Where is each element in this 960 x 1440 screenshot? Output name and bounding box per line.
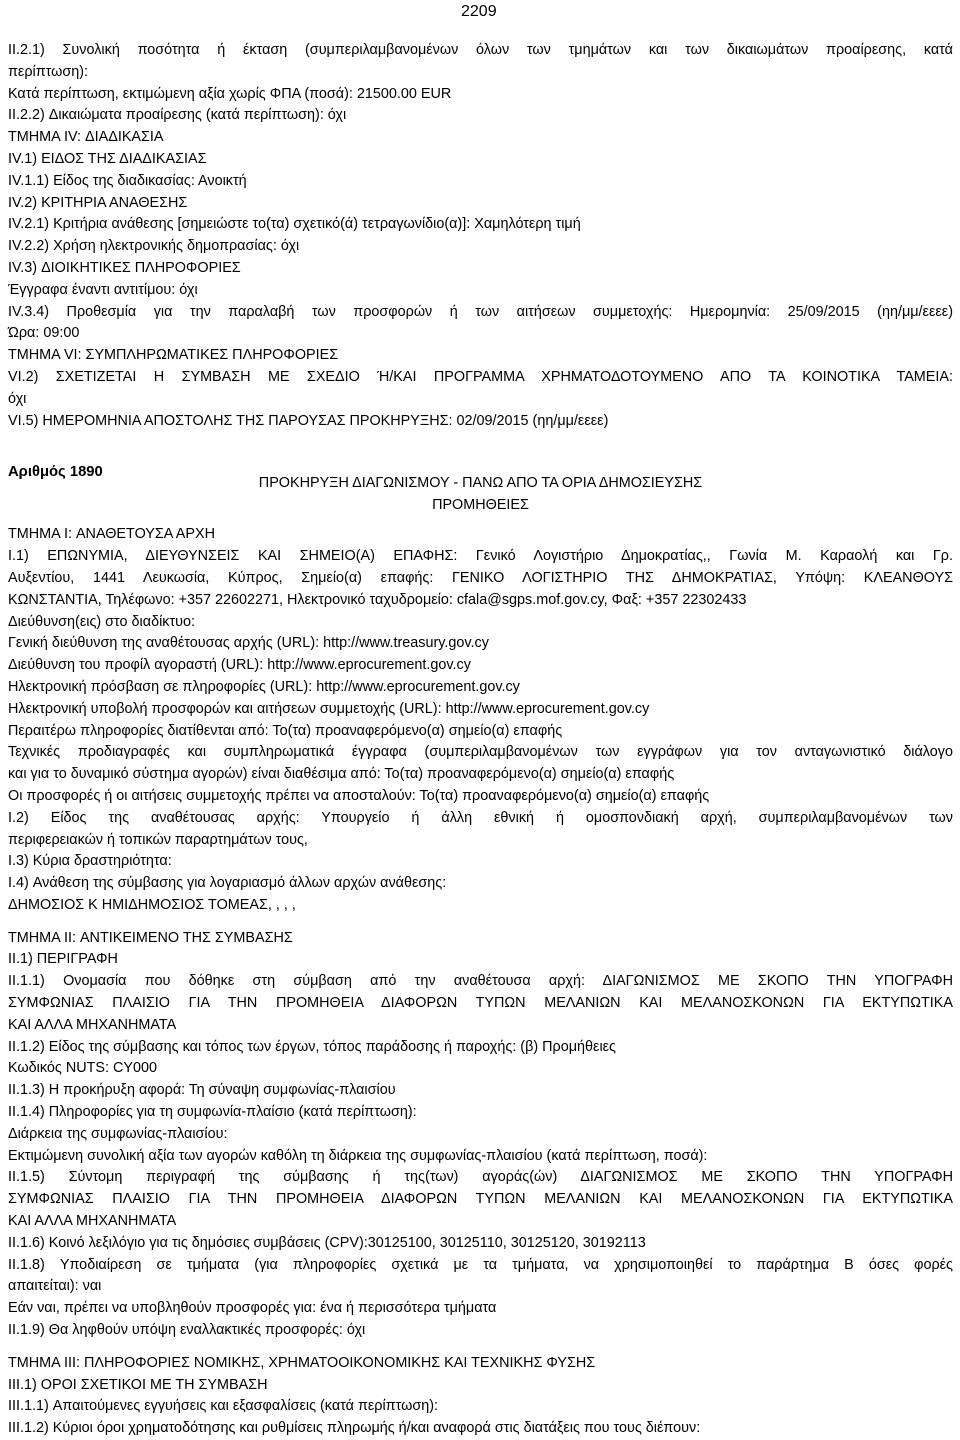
text-line: Διάρκεια της συμφωνίας-πλαισίου:: [8, 1125, 228, 1142]
text-line: ΚΩΝΣΤΑΝΤΙΑ, Τηλέφωνο: +357 22602271, Ηλεκτρονικό ταχυδρομείο: cfala@sgps.mof.gov.cy, Φαξ: +357 22302433: [8, 591, 747, 608]
spacer: [8, 1342, 953, 1353]
section-contract-object: [8, 928, 953, 1342]
text-line: II.2.1) Συνολική ποσότητα ή έκταση (συμπεριλαμβανομένων όλων των τμημάτων και των δικαιωμάτων προαίρεσης, κατά: [8, 42, 953, 58]
text-line: IV.1.1) Είδος της διαδικασίας: Ανοικτή: [8, 172, 247, 189]
notice-title: [8, 472, 953, 516]
text-line: I.1) ΕΠΩΝΥΜΙΑ, ΔΙΕΥΘΥΝΣΕΙΣ ΚΑΙ ΣΗΜΕΙΟ(Α) ΕΠΑΦΗΣ: Γενικό Λογιστήριο Δημοκρατίας,, Γωνία Μ. Καραολή και Γρ.: [8, 548, 953, 565]
text-line: Διεύθυνση του προφίλ αγοραστή (URL): http://www.eprocurement.gov.cy: [8, 657, 471, 674]
text-line: I.4) Ανάθεση της σύμβασης για λογαριασμό άλλων αρχών ανάθεσης:: [8, 875, 447, 892]
text-line: όχι: [8, 390, 27, 407]
text-line: II.1.1) Ονομασία που δόθηκε στη σύμβαση από την αναθέτουσα αρχή: ΔΙΑΓΩΝΙΣΜΟΣ ΜΕ ΣΚΟΠΟ ΤΗΝ ΥΠΟΓΡΑΦΗ: [8, 973, 953, 990]
text-line: IV.1) ΕΙΔΟΣ ΤΗΣ ΔΙΑΔΙΚΑΣΙΑΣ: [8, 150, 207, 167]
text-line: ΚΑΙ ΑΛΛΑ ΜΗΧΑΝΗΜΑΤΑ: [8, 1016, 177, 1033]
text-line: ΔΗΜΟΣΙΟΣ Κ ΗΜΙΔΗΜΟΣΙΟΣ ΤΟΜΕΑΣ, , , ,: [8, 896, 296, 913]
page-number: 2209: [461, 3, 497, 20]
previous-notice-continuation: [8, 40, 953, 432]
text-line: III.1.1) Απαιτούμενες εγγυήσεις και εξασφαλίσεις (κατά περίπτωση):: [8, 1398, 438, 1415]
text-line: II.2.2) Δικαιώματα προαίρεσης (κατά περίπτωση): όχι: [8, 107, 347, 124]
section-heading: ΤΜΗΜΑ II: ΑΝΤΙΚΕΙΜΕΝΟ ΤΗΣ ΣΥΜΒΑΣΗΣ: [8, 929, 293, 946]
text-line: II.1) ΠΕΡΙΓΡΑΦΗ: [8, 951, 118, 968]
text-line: Κατά περίπτωση, εκτιμώμενη αξία χωρίς ΦΠΑ (ποσά): 21500.00 EUR: [8, 85, 452, 102]
text-line: IV.2.1) Κριτήρια ανάθεσης [σημειώστε το(τα) σχετικό(ά) τετραγωνίδιο(α)]: Χαμηλότερη τιμή: [8, 216, 581, 233]
notice-number: Αριθμός 1890: [8, 464, 103, 481]
text-line: Ώρα: 09:00: [8, 325, 80, 342]
text-line: περιφερειακών ή τοπικών παραρτημάτων τους,: [8, 831, 308, 848]
notice-header: [8, 460, 953, 524]
text-line: περίπτωση):: [8, 63, 89, 80]
text-line: IV.2) ΚΡΙΤΗΡΙΑ ΑΝΑΘΕΣΗΣ: [8, 194, 188, 211]
spacer: [8, 917, 953, 928]
text-line: IV.2.2) Χρήση ηλεκτρονικής δημοπρασίας: όχι: [8, 238, 300, 255]
text-line: Οι προσφορές ή οι αιτήσεις συμμετοχής πρέπει να αποσταλούν: Το(τα) προαναφερόμενο(α) σημείο(α) επαφής: [8, 787, 710, 804]
text-line: II.1.2) Είδος της σύμβασης και τόπος των έργων, τόπος παράδοσης ή παροχής: (β) Προμήθειες: [8, 1038, 616, 1055]
text-line: III.1.2) Κύριοι όροι χρηματοδότησης και ρυθμίσεις πληρωμής ή/και αναφορά στις διατάξεις που τους διέπουν:: [8, 1420, 701, 1437]
text-line: ΣΥΜΦΩΝΙΑΣ ΠΛΑΙΣΙΟ ΓΙΑ ΤΗΝ ΠΡΟΜΗΘΕΙΑ ΔΙΑΦΟΡΩΝ ΤΥΠΩΝ ΜΕΛΑΝΙΩΝ ΚΑΙ ΜΕΛΑΝΟΣΚΟΝΩΝ ΓΙΑ ΕΚΤΥΠΩΤΙΚΑ: [8, 1191, 953, 1208]
section-heading: ΤΜΗΜΑ III: ΠΛΗΡΟΦΟΡΙΕΣ ΝΟΜΙΚΗΣ, ΧΡΗΜΑΤΟΟΙΚΟΝΟΜΙΚΗΣ ΚΑΙ ΤΕΧΝΙΚΗΣ ΦΥΣΗΣ: [8, 1354, 596, 1371]
text-line: Εκτιμώμενη συνολική αξία των αγορών καθόλη τη διάρκεια της συμφωνίας-πλαισίου (κατά περίπτωση, ποσά):: [8, 1147, 708, 1164]
text-line: II.1.5) Σύντομη περιγραφή της σύμβασης ή της(των) αγοράς(ών) ΔΙΑΓΩΝΙΣΜΟΣ ΜΕ ΣΚΟΠΟ ΤΗΝ ΥΠΟΓΡΑΦΗ: [8, 1169, 953, 1186]
section-legal-financial-technical: [8, 1353, 953, 1440]
text-line: III.1) ΟΡΟΙ ΣΧΕΤΙΚΟΙ ΜΕ ΤΗ ΣΥΜΒΑΣΗ: [8, 1376, 268, 1393]
section-heading: ΤΜΗΜΑ IV: ΔΙΑΔΙΚΑΣΙΑ: [8, 129, 164, 146]
text-line: IV.3) ΔΙΟΙΚΗΤΙΚΕΣ ΠΛΗΡΟΦΟΡΙΕΣ: [8, 259, 241, 276]
text-line: απαιτείται): ναι: [8, 1278, 102, 1295]
text-line: ΚΑΙ ΑΛΛΑ ΜΗΧΑΝΗΜΑΤΑ: [8, 1213, 177, 1230]
notice-title-line: ΠΡΟΚΗΡΥΞΗ ΔΙΑΓΩΝΙΣΜΟΥ - ΠΑΝΩ ΑΠΟ ΤΑ ΟΡΙΑ ΔΗΜΟΣΙΕΥΣΗΣ: [258, 475, 703, 492]
text-line: Τεχνικές προδιαγραφές και συμπληρωματικά έγγραφα (συμπεριλαμβανομένων των εγγράφων για τον ανταγωνιστικό διάλογο: [8, 744, 953, 761]
text-line: Ηλεκτρονική υποβολή προσφορών και αιτήσεων συμμετοχής (URL): http://www.eprocurement.gov.cy: [8, 700, 650, 717]
section-contracting-authority: [8, 524, 953, 916]
text-line: Έγγραφα έναντι αντιτίμου: όχι: [8, 281, 198, 298]
text-line: II.1.9) Θα ληφθούν υπόψη εναλλακτικές προσφορές: όχι: [8, 1322, 366, 1339]
text-line: Εάν ναι, πρέπει να υποβληθούν προσφορές για: ένα ή περισσότερα τμήματα: [8, 1300, 497, 1317]
text-line: Αυξεντίου, 1441 Λευκωσία, Κύπρος, Σημείο(α) επαφής: ΓΕΝΙΚΟ ΛΟΓΙΣΤΗΡΙΟ ΤΗΣ ΔΗΜΟΚΡΑΤΙΑΣ, Υπόψη: ΚΛΕΑΝΘΟΥΣ: [8, 569, 953, 586]
notice-title-line: ΠΡΟΜΗΘΕΙΕΣ: [432, 497, 529, 514]
text-line: II.1.8) Υποδιαίρεση σε τμήματα (για πληροφορίες σχετικά με τα τμήματα, να χρησιμοποιηθεί το παράρτημα Β όσες φορές: [8, 1256, 953, 1273]
text-line: I.3) Κύρια δραστηριότητα:: [8, 853, 172, 870]
text-line: II.1.3) Η προκήρυξη αφορά: Τη σύναψη συμφωνίας-πλαισίου: [8, 1082, 396, 1099]
spacer: [8, 432, 953, 460]
text-line: ΣΥΜΦΩΝΙΑΣ ΠΛΑΙΣΙΟ ΓΙΑ ΤΗΝ ΠΡΟΜΗΘΕΙΑ ΔΙΑΦΟΡΩΝ ΤΥΠΩΝ ΜΕΛΑΝΙΩΝ ΚΑΙ ΜΕΛΑΝΟΣΚΟΝΩΝ ΓΙΑ ΕΚΤΥΠΩΤΙΚΑ: [8, 995, 953, 1012]
text-line: και για το δυναμικό σύστημα αγορών) είναι διαθέσιμα από: Το(τα) προαναφερόμενο(α) σημείο(α) επαφής: [8, 766, 675, 783]
text-line: II.1.6) Κοινό λεξιλόγιο για τις δημόσιες συμβάσεις (CPV):30125100, 30125110, 30125120, 30192113: [8, 1234, 646, 1251]
text-line: Περαιτέρω πληροφορίες διατίθενται από: Το(τα) προαναφερόμενο(α) σημείο(α) επαφής: [8, 722, 563, 739]
text-line: Γενική διεύθυνση της αναθέτουσας αρχής (URL): http://www.treasury.gov.cy: [8, 635, 489, 652]
document-body: [8, 40, 953, 1440]
text-line: Κωδικός NUTS: CY000: [8, 1060, 157, 1077]
text-line: I.2) Είδος της αναθέτουσας αρχής: Υπουργείο ή άλλη εθνική ή ομοσπονδιακή αρχή, συμπεριλαμβανομένων των: [8, 809, 953, 826]
section-heading: ΤΜΗΜΑ VI: ΣΥΜΠΛΗΡΩΜΑΤΙΚΕΣ ΠΛΗΡΟΦΟΡΙΕΣ: [8, 347, 339, 364]
text-line: VI.5) ΗΜΕΡΟΜΗΝΙΑ ΑΠΟΣΤΟΛΗΣ ΤΗΣ ΠΑΡΟΥΣΑΣ ΠΡΟΚΗΡΥΞΗΣ: 02/09/2015 (ηη/μμ/εεεε): [8, 412, 609, 429]
text-line: II.1.4) Πληροφορίες για τη συμφωνία-πλαίσιο (κατά περίπτωση):: [8, 1104, 417, 1121]
text-line: Ηλεκτρονική πρόσβαση σε πληροφορίες (URL): http://www.eprocurement.gov.cy: [8, 678, 520, 695]
text-line: IV.3.4) Προθεσμία για την παραλαβή των προσφορών ή των αιτήσεων συμμετοχής: Ημερομηνία: 25/09/2015 (ηη/μμ/εεεε): [8, 303, 953, 320]
text-line: Διεύθυνση(εις) στο διαδίκτυο:: [8, 613, 196, 630]
text-line: VI.2) ΣΧΕΤΙΖΕΤΑΙ Η ΣΥΜΒΑΣΗ ΜΕ ΣΧΕΔΙΟ Ή/ΚΑΙ ΠΡΟΓΡΑΜΜΑ ΧΡΗΜΑΤΟΔΟΤΟΥΜΕΝΟ ΑΠΟ ΤΑ ΚΟΙΝΟΤΙΚΑ ΤΑΜΕΙΑ:: [8, 368, 953, 385]
section-heading: ΤΜΗΜΑ I: ΑΝΑΘΕΤΟΥΣΑ ΑΡΧΗ: [8, 526, 215, 543]
